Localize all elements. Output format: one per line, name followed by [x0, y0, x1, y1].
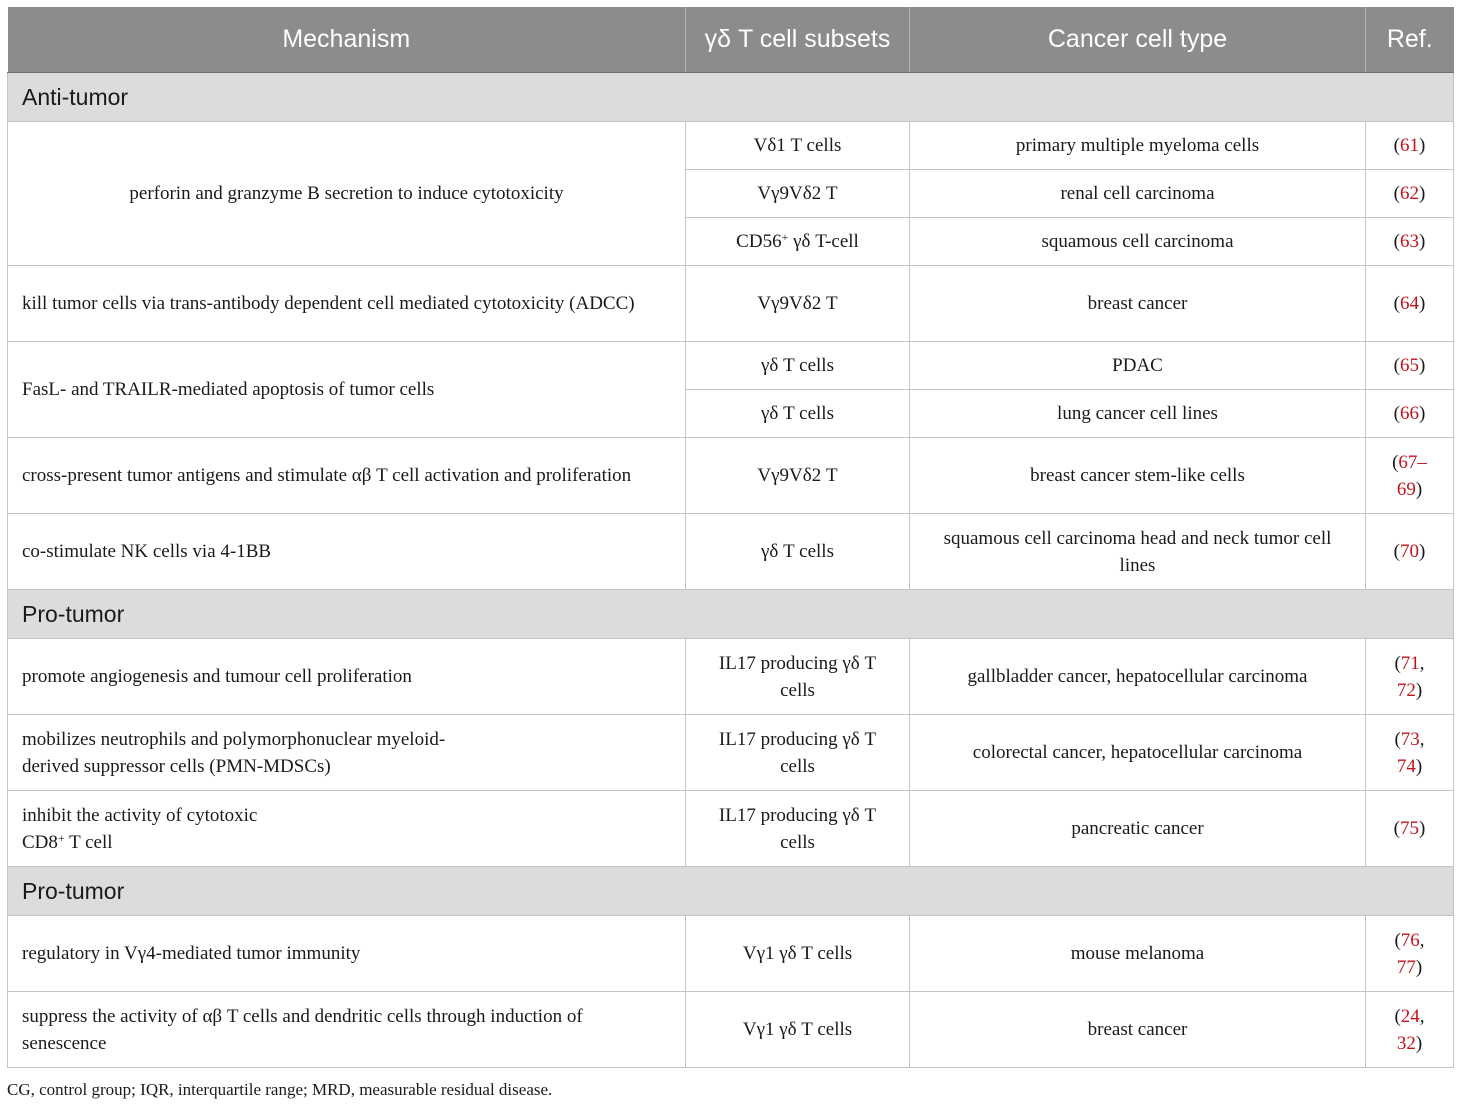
ref-link[interactable]: 61 [1400, 135, 1419, 156]
header-row [8, 7, 1454, 73]
table-row [8, 438, 1454, 514]
header-mechanism: Mechanism [8, 7, 686, 73]
ref-cell: (24, 32) [1366, 992, 1454, 1068]
cancer-cell: colorectal cancer, hepatocellular carcinoma [910, 715, 1366, 791]
subset-cell: Vγ9Vδ2 T [686, 170, 910, 218]
ref-cell: (75) [1366, 791, 1454, 867]
ref-cell: (62) [1366, 170, 1454, 218]
ref-link[interactable]: 67– [1398, 451, 1427, 473]
subset-text: γδ T-cell [788, 231, 859, 252]
ref-link[interactable]: 76 [1400, 929, 1420, 951]
ref-link[interactable]: 63 [1400, 231, 1419, 252]
mechanism-line: derived suppressor cells (PMN-MDSCs) [22, 755, 331, 777]
ref-link[interactable]: 64 [1400, 293, 1419, 314]
ref-link[interactable]: 77 [1396, 956, 1416, 978]
mechanism-cell: regulatory in Vγ4-mediated tumor immunity [8, 916, 686, 992]
table-row [8, 342, 1454, 390]
ref-link[interactable]: 32 [1396, 1032, 1416, 1054]
mechanism-line: CD8 [22, 831, 58, 853]
mechanism-cell [8, 791, 686, 867]
ref-cell: (73, 74) [1366, 715, 1454, 791]
ref-cell: (63) [1366, 218, 1454, 266]
cancer-cell: breast cancer [910, 992, 1366, 1068]
cancer-cell: lung cancer cell lines [910, 390, 1366, 438]
ref-cell: (71, 72) [1366, 639, 1454, 715]
table-row [8, 266, 1454, 342]
ref-link[interactable]: 72 [1396, 679, 1416, 701]
header-cancer-type: Cancer cell type [910, 7, 1366, 73]
cancer-cell: breast cancer stem-like cells [910, 438, 1366, 514]
cancer-cell: renal cell carcinoma [910, 170, 1366, 218]
cancer-cell: squamous cell carcinoma [910, 218, 1366, 266]
table-row [8, 639, 1454, 715]
subset-cell: IL17 producing γδ T cells [686, 639, 910, 715]
cancer-cell: mouse melanoma [910, 916, 1366, 992]
section-row-anti-tumor [8, 73, 1454, 122]
header-subsets: γδ T cell subsets [686, 7, 910, 73]
subset-cell: Vγ9Vδ2 T [686, 266, 910, 342]
section-label: Pro-tumor [8, 590, 1454, 639]
mechanism-line: inhibit the activity of cytotoxic [22, 804, 258, 826]
mechanism-cell: FasL- and TRAILR-mediated apoptosis of tumor cells [8, 342, 686, 438]
section-label: Pro-tumor [8, 867, 1454, 916]
cancer-cell: pancreatic cancer [910, 791, 1366, 867]
subset-cell: IL17 producing γδ T cells [686, 791, 910, 867]
section-label: Anti-tumor [8, 73, 1454, 122]
table-row [8, 122, 1454, 170]
ref-link[interactable]: 66 [1400, 403, 1419, 424]
mechanism-cell [8, 715, 686, 791]
cancer-cell: breast cancer [910, 266, 1366, 342]
mechanism-cell: co-stimulate NK cells via 4-1BB [8, 514, 686, 590]
superscript: + [57, 830, 65, 845]
header-ref: Ref. [1366, 7, 1454, 73]
mechanism-line: mobilizes neutrophils and polymorphonuclear myeloid- [22, 728, 446, 750]
cancer-cell: primary multiple myeloma cells [910, 122, 1366, 170]
mechanism-cell: kill tumor cells via trans-antibody dependent cell mediated cytotoxicity (ADCC) [8, 266, 686, 342]
table-row [8, 916, 1454, 992]
subset-cell: γδ T cells [686, 514, 910, 590]
mechanism-line: T cell [64, 831, 113, 853]
mechanism-cell: perforin and granzyme B secretion to induce cytotoxicity [8, 122, 686, 266]
data-table [7, 7, 1454, 1068]
subset-cell: Vγ9Vδ2 T [686, 438, 910, 514]
subset-cell: Vγ1 γδ T cells [686, 992, 910, 1068]
subset-cell: γδ T cells [686, 342, 910, 390]
ref-cell: (67– 69) [1366, 438, 1454, 514]
subset-cell [686, 218, 910, 266]
ref-link[interactable]: 74 [1396, 755, 1416, 777]
section-row-pro-tumor [8, 590, 1454, 639]
ref-cell: (61) [1366, 122, 1454, 170]
ref-link[interactable]: 69 [1396, 478, 1416, 500]
ref-link[interactable]: 75 [1400, 818, 1419, 839]
mechanism-cell: cross-present tumor antigens and stimulate αβ T cell activation and proliferation [8, 438, 686, 514]
mechanism-cell: promote angiogenesis and tumour cell proliferation [8, 639, 686, 715]
subset-cell: IL17 producing γδ T cells [686, 715, 910, 791]
table-footnote: CG, control group; IQR, interquartile range; MRD, measurable residual disease. [7, 1080, 553, 1099]
cancer-cell: squamous cell carcinoma head and neck tumor cell lines [910, 514, 1366, 590]
ref-cell: (65) [1366, 342, 1454, 390]
ref-link[interactable]: 24 [1400, 1005, 1420, 1027]
ref-link[interactable]: 70 [1400, 541, 1419, 562]
ref-cell: (66) [1366, 390, 1454, 438]
subset-cell: γδ T cells [686, 390, 910, 438]
ref-cell: (70) [1366, 514, 1454, 590]
subset-text: CD56 [736, 231, 782, 252]
section-row-pro-tumor [8, 867, 1454, 916]
cancer-cell: gallbladder cancer, hepatocellular carcinoma [910, 639, 1366, 715]
ref-link[interactable]: 62 [1400, 183, 1419, 204]
superscript: + [781, 230, 789, 244]
subset-cell: Vδ1 T cells [686, 122, 910, 170]
subset-cell: Vγ1 γδ T cells [686, 916, 910, 992]
ref-link[interactable]: 65 [1400, 355, 1419, 376]
table-row [8, 992, 1454, 1068]
ref-cell: (76, 77) [1366, 916, 1454, 992]
cancer-cell: PDAC [910, 342, 1366, 390]
ref-cell: (64) [1366, 266, 1454, 342]
table-row [8, 514, 1454, 590]
ref-link[interactable]: 71 [1400, 652, 1420, 674]
mechanism-cell: suppress the activity of αβ T cells and dendritic cells through induction of senescence [8, 992, 686, 1068]
table-row [8, 715, 1454, 791]
table-row [8, 791, 1454, 867]
ref-link[interactable]: 73 [1400, 728, 1420, 750]
